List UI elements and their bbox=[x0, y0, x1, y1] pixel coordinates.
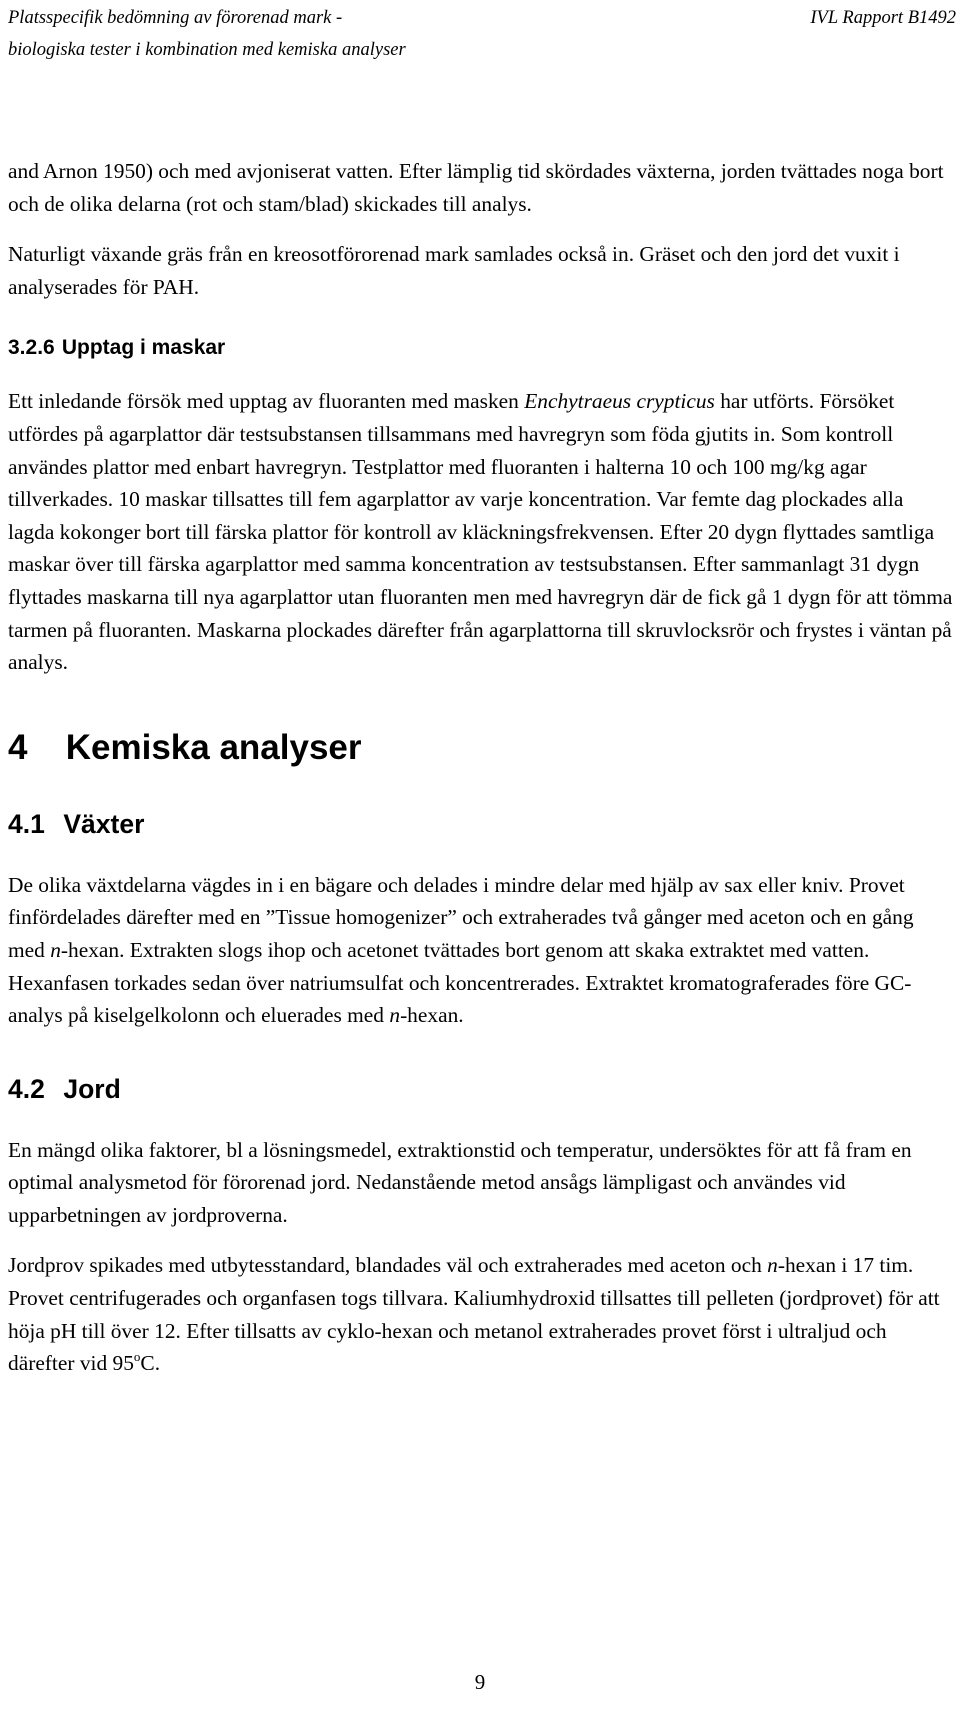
heading-number: 4.2 bbox=[8, 1073, 45, 1104]
heading-4 bbox=[8, 726, 954, 770]
heading-number: 3.2.6 bbox=[8, 336, 55, 360]
paragraph-worm-uptake bbox=[8, 385, 954, 678]
text-run: -hexan i 17 tim. Provet centrifugerades och organfasen togs tillvara. Kaliumhydroxid tillsattes till pelleten (jordprovet) för att höja pH till över 12. Efter tillsatts av cyklo-hexan och metanol extraherades provet först i ultraljud och därefter vid 95 bbox=[8, 1253, 940, 1376]
report-number: IVL Rapport B1492 bbox=[810, 8, 956, 28]
heading-3-2-6 bbox=[8, 333, 954, 363]
text-run: Ett inledande försök med upptag av fluoranten med masken bbox=[8, 389, 525, 414]
heading-4-1 bbox=[8, 807, 954, 841]
paragraph-plant-harvest: and Arnon 1950) och med avjoniserat vatten. Efter lämplig tid skördades växterna, jorden tvättades noga bort och de olika delarna (rot och stam/blad) skickades till analys. bbox=[8, 159, 944, 216]
heading-number: 4 bbox=[8, 727, 28, 767]
text-run: Jordprov spikades med utbytesstandard, blandades väl och extraherades med aceton och bbox=[8, 1253, 768, 1278]
italic-n: n bbox=[50, 937, 61, 962]
text-run: -hexan. Extrakten slogs ihop och acetonet tvättades bort genom att skaka extraktet med vatten. Hexanfasen torkades sedan över natriumsulfat och koncentrerades. Extraktet kromatograferades före GC-analys på kiselgelkolonn och eluerades med bbox=[8, 937, 912, 1028]
species-name: Enchytraeus crypticus bbox=[524, 389, 715, 414]
degree-superscript: o bbox=[133, 1349, 141, 1365]
paragraph-soil-extraction bbox=[8, 1249, 954, 1379]
italic-n: n bbox=[389, 1003, 401, 1028]
heading-4-2 bbox=[8, 1072, 954, 1106]
text-run: C. bbox=[140, 1351, 161, 1376]
text-run: De olika växtdelarna vägdes in i en bägare och delades i mindre delar med hjälp av sax eller kniv. Provet finfördelades därefter med en ”Tissue homogenizer” och extraherades två gånger med aceton och en gång med bbox=[8, 872, 914, 962]
page-number: 9 bbox=[474, 1670, 486, 1694]
text-run: -hexan. bbox=[400, 1003, 464, 1028]
heading-text: Upptag i maskar bbox=[61, 336, 226, 360]
heading-text: Jord bbox=[63, 1073, 121, 1104]
page-body bbox=[8, 155, 954, 1380]
paragraph-plant-analysis bbox=[8, 869, 954, 1032]
paragraph-soil-method: En mängd olika faktorer, bl a lösningsmedel, extraktionstid och temperatur, undersöktes för att få fram en optimal analysmetod för förorenad jord. Nedanstående metod ansågs lämpligast och användes vid upparbetningen av jordproverna. bbox=[8, 1137, 912, 1227]
header-title-line-2: biologiska tester i kombination med kemiska analyser bbox=[8, 40, 406, 60]
heading-text: Kemiska analyser bbox=[65, 727, 362, 767]
text-run: har utförts. Försöket utfördes på agarplattor där testsubstansen tillsammans med havregryn som föda gjutits in. Som kontroll användes plattor med enbart havregryn. Testplattor med fluoranten i halterna 10 och 100 mg/kg agar tillverkades. 10 maskar tillsattes till fem agarplattor av varje koncentration. Var femte dag plockades alla lagda kokonger bort till färska plattor för kontroll av kläckningsfrekvensen. Efter 20 dygn flyttades samtliga maskar över till färska agarplattor med samma koncentration av testsubstansen. Efter sammanlagt 31 dygn flyttades maskarna till nya agarplattor utan fluoranten men med havregryn där de fick gå 1 dygn för att tömma tarmen på fluoranten. Maskarna plockades därefter från agarplattorna till skruvlocksrör och frystes i väntan på analys. bbox=[8, 389, 953, 675]
header-title bbox=[8, 2, 406, 66]
heading-text: Växter bbox=[63, 808, 145, 839]
heading-number: 4.1 bbox=[8, 808, 45, 839]
header-title-line-1: Platsspecifik bedömning av förorenad mark - bbox=[8, 8, 343, 28]
paragraph-grass-sampling: Naturligt växande gräs från en kreosotförorenad mark samlades också in. Gräset och den jord det vuxit i analyserades för PAH. bbox=[8, 242, 900, 299]
italic-n: n bbox=[767, 1253, 778, 1278]
